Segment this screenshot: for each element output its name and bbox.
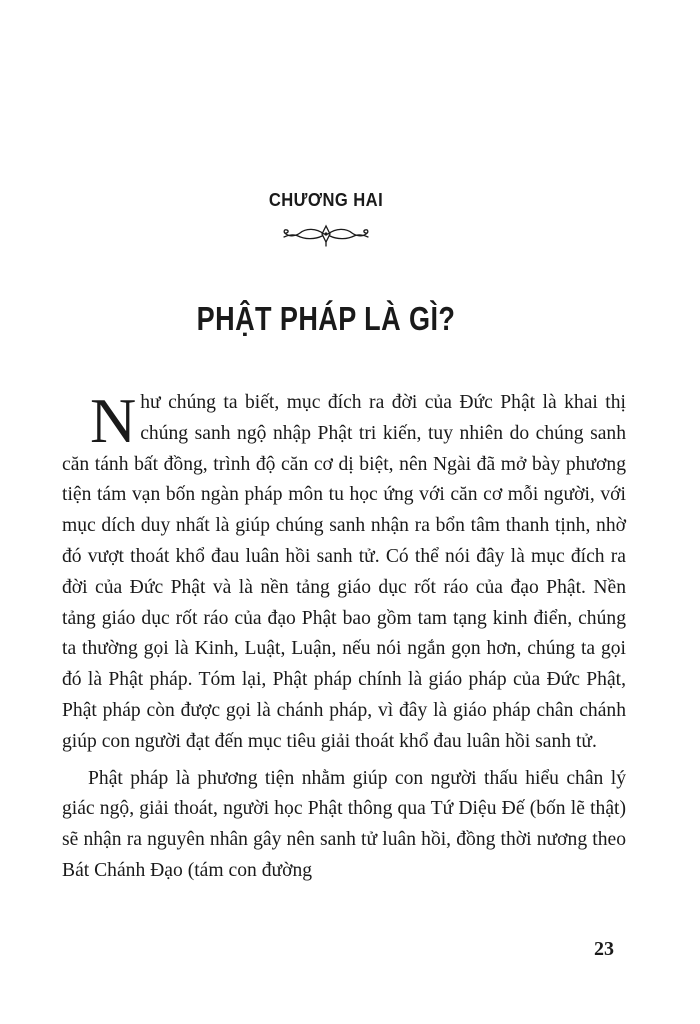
page-number: 23 — [594, 938, 614, 960]
drop-cap: N — [90, 385, 137, 456]
chapter-label: CHƯƠNG HAI — [268, 190, 384, 210]
paragraph-1-text: hư chúng ta biết, mục đích ra đời của Đức Phật là khai thị chúng sanh ngộ nhập Phật tri kiến, tuy nhiên do chúng sanh căn tánh bất đồng, trình độ căn cơ dị biệt, nên Ngài đã mở bày phương tiện tám vạn bốn ngàn pháp môn tu học ứng với căn cơ mỗi người, với mục dích duy nhất là giúp chúng sanh nhận ra bổn tâm thanh tịnh, nhờ đó vượt thoát khổ đau luân hồi sanh tử. Có thể nói đây là mục đích ra đời của Đức Phật và là nền tảng giáo dục rốt ráo của đạo Phật. Nền tảng giáo dục rốt ráo của đạo Phật bao gồm tam tạng kinh điển, chúng ta thường gọi là Kinh, Luật, Luận, nếu nói ngắn gọn hơn, chúng ta gọi đó là Phật pháp. Tóm lại, Phật pháp chính là giáo pháp của Đức Phật, Phật pháp còn được gọi là chánh pháp, vì đây là giáo pháp chân chánh giúp con người đạt đến mục tiêu giải thoát khổ đau luân hồi sanh tử. — [62, 392, 626, 752]
body-text — [62, 385, 626, 887]
flourish-ornament-icon — [276, 222, 376, 248]
paragraph-2: Phật pháp là phương tiện nhằm giúp con người thấu hiểu chân lý giác ngộ, giải thoát, người học Phật thông qua Tứ Diệu Đế (bốn lẽ thật) sẽ nhận ra nguyên nhân gây nên sanh tử luân hồi, đồng thời nương theo Bát Chánh Đạo (tám con đường — [62, 767, 626, 881]
chapter-title: PHẬT PHÁP LÀ GÌ? — [196, 300, 456, 337]
paragraph-1 — [62, 385, 626, 758]
